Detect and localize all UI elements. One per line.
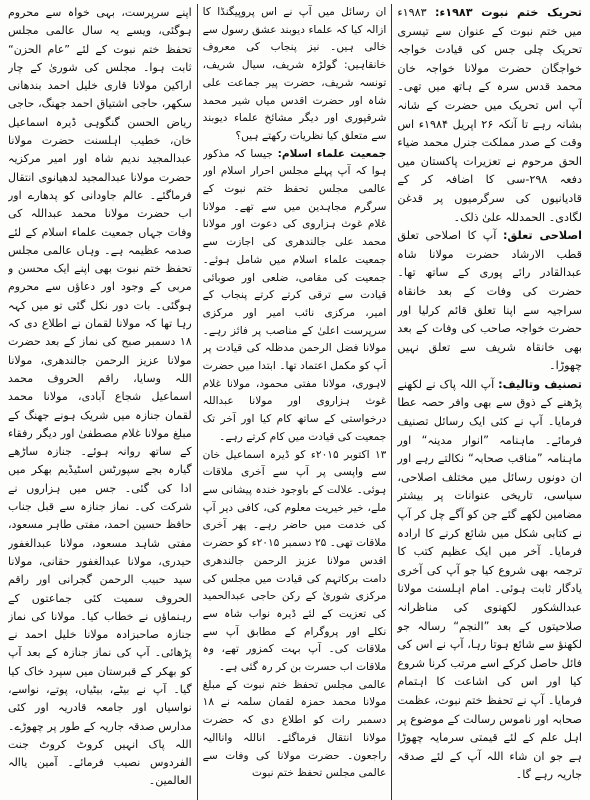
paragraph-text: جیسا کہ مذکور ہوا کہ آپ پہلے مجلس احرار اسلام اور عالمی مجلس تحفظ ختم نبوت کے سرگرم مجاہدین میں سے تھے۔ مولانا غلام غوث ہزاروی کی دعوت اور مولانا محمد علی جالندھری کی اجازت سے جمعیت علماء اسلام میں شامل ہوئے۔ جمعیت کی مقامی، ضلعی اور صوبائی قیادت سے ترقی کرتے کرتے پنجاب کے امیر، مرکزی نائب امیر اور مرکزی سرپرست اعلیٰ کے مناصب پر فائز رہے۔ مولانا فضل الرحمن مدظلہ کی قیادت پر آپ کو مکمل اعتماد تھا۔ ابتدا میں حضرت لاہوری، مولانا مفتی محمود، مولانا غلام غوث ہزاروی اور مولانا عبداللہ درخواستی کے ساتھ کام کیا اور آخر تک جمعیت کی قیادت میں کام کرتے رہے۔ (202, 147, 387, 443)
paragraph-text: ۱۳ اکتوبر ۲۰۱۵ء کو ڈیرہ اسماعیل خان سے واپسی پر آپ سے آخری ملاقات ہوئی۔ علالت کے باوجود خندہ پیشانی سے ملے، خیر خیریت معلوم کی، کافی دیر آپ کی خدمت میں حاضر رہے۔ پھر آخری ملاقات تھی۔ ۲۵ دسمبر ۲۰۱۵ء کو حضرت اقدس مولانا عزیز الرحمن جالندھری دامت برکاتہم کی قیادت میں مجلس کی مرکزی شوریٰ کے رکن حاجی عبدالحمید کی تعزیت کے لئے ڈیرہ نواب شاہ سے نکلے اور پروگرام کے مطابق آپ سے ملاقات کی۔ آپ بہت کمزور تھے، وہ ملاقات اب حسرت بن کر رہ گئی ہے۔ (202, 448, 387, 674)
section-heading: اصلاحی تعلق: (502, 229, 582, 243)
paragraph (397, 376, 582, 785)
paragraph (203, 677, 387, 783)
paragraph-text: ان رسائل میں آپ نے اس پروپیگنڈا کا ازالہ کیا کہ علماء دیوبند عشق رسول سے خالی ہیں۔ نیز پنجاب کی معروف خانقاہیں: گولڑہ شریف، سیال شریف، تونسہ شریف، حضرت پیر جماعت علی شاہ اور حضرت اقدس میاں شیر محمد شرقپوری اور دیگر مشائخ علماء دیوبند سے متعلق کیا نظریات رکھتے ہیں؟ (202, 6, 387, 142)
column-right (392, 4, 587, 800)
section-heading: جمعیت علماء اسلام: (277, 147, 387, 160)
paragraph-text: عالمی مجلس تحفظ ختم نبوت کے مبلغ مولانا محمد حمزہ لقمان سلمہ نے ۱۸ دسمبر رات کو اطلاع دی کہ حضرت مولانا انتقال فرماگئے۔ اناللہ واناالیہ راجعون۔ حضرت مولانا کی وفات سے عالمی مجلس تحفظ ختم نبوت (202, 678, 387, 780)
paragraph-text: آپ کا اصلاحی تعلق قطب الارشاد حضرت مولانا شاہ عبدالقادر رائے پوری کے ساتھ تھا۔ حضرت کی وفات کے بعد خانقاہ سراجیہ سے اپنا تعلق قائم کرلیا اور حضرت خواجہ صاحب کی وفات کے بعد بھی خانقاہ شریف سے تعلق نہیں چھوڑا۔ (397, 229, 582, 373)
section-heading: تحریک ختم نبوت ۱۹۸۳ء: (435, 6, 582, 19)
paragraph (203, 146, 387, 447)
paragraph (397, 4, 582, 227)
section-heading: تصنیف وتالیف: (498, 377, 582, 391)
paragraph (203, 447, 387, 677)
paragraph (397, 227, 582, 376)
paragraph-text: ۱۹۸۳ء میں ختم نبوت کے عنوان سے تیسری تحریک چلی جس کی قیادت خواجہ خواجگان حضرت مولانا خواجہ خان محمد قدس سرہ کے ہاتھ میں تھی۔ آپ اس تحریک میں حضرت کے شانہ بشانہ رہے تا آنکہ ۲۶ اپریل ۱۹۸۴ء اس وقت کے صدر مملکت جنرل محمد ضیاء الحق مرحوم نے تعزیرات پاکستان میں دفعہ ۲۹۸-سی کا اضافہ کر کے قادیانیوں کی سرگرمیوں پر قدغن لگادی۔ الحمدللہ علیٰ ذلک۔ (397, 6, 582, 224)
paragraph-text: اپنے سرپرست، بہی خواہ سے محروم ہوگئی، ویسے یہ سال عالمی مجلس تحفظ ختم نبوت کے لئے ”عام الحزن“ ثابت ہوا۔ مجلس کی شوریٰ کے چار اراکین مولانا قاری خلیل احمد بندھانی سکھر، حاجی اشتیاق احمد جھنگ، حاجی ریاض الحسن گنگوہی ڈیرہ اسماعیل خان، خطیب اہلسنت حضرت مولانا عبدالمجید ندیم شاہ اور امیر مرکزیہ حضرت مولانا عبدالمجید لدھیانوی انتقال فرماگئے۔ عالم جاودانی کو پدھارے اور اب حضرت مولانا محمد عبداللہ کی وفات جہاں جمعیت علماء اسلام کے لئے صدمہ عظیمہ ہے۔ وہاں عالمی مجلس تحفظ ختم نبوت بھی اپنے ایک محسن و مربی کے وجود اور دعاؤں سے محروم ہوگئی۔ بات دور نکل گئی تو میں کہہ رہا تھا کہ مولانا لقمان نے اطلاع دی کہ ۱۸ دسمبر صبح کی نماز کے بعد حضرت مولانا عزیز الرحمن جالندھری، مولانا اللہ وسایا، راقم الحروف محمد اسماعیل شجاع آبادی، مولانا محمد لقمان جنازہ میں شریک ہونے جھنگ کے مبلغ مولانا غلام مصطفیٰ اور دیگر رفقاء کے ساتھ روانہ ہوئے۔ جنازہ ساڑھے گیارہ بجے سپورٹس اسٹیڈیم بھکر میں ادا کی گئی۔ جس میں ہزاروں نے شرکت کی۔ نماز جنازہ سے قبل جناب حافظ حسین احمد، مفتی طاہر مسعود، مفتی شاہد مسعود، مولانا عبدالغفور حیدری، مولانا عبدالغفور حقانی، مولانا سید حبیب الرحمن گجرانی اور راقم الحروف سمیت کئی جماعتوں کے رہنماؤں نے خطاب کیا۔ مولانا کی نماز جنازہ صاحبزادہ مولانا خلیل احمد نے پڑھائی۔ آپ کی نماز جنازہ کے بعد آپ کو بھکر کے قبرستان میں سپرد خاک کیا گیا۔ آپ نے بیٹے، بیٹیاں، پوتے، نواسے، نواسیاں اور جامعہ قادریہ اور کئی مدارس صدقہ جاریہ کے طور پر چھوڑے۔ اللہ پاک انہیں کروٹ کروٹ جنت الفردوس نصیب فرمائے۔ آمین یاالہ العالمین۔ (8, 6, 192, 788)
paragraph-text: آپ اللہ پاک نے لکھنے پڑھنے کے ذوق سے بھی وافر حصہ عطا فرمایا۔ آپ نے کئی ایک رسائل تصنیف فرمائے۔ ماہنامہ ”انوار مدینہ“ اور ماہنامہ ”مناقب صحابہ“ نکالتے رہے اور ان دونوں رسائل میں مختلف اصلاحی، سیاسی، تاریخی عنوانات پر بیشتر مضامین لکھے گئے جن کو آگے چل کر آپ نے کتابی شکل میں شائع کرنے کا ارادہ فرمایا۔ آخر میں ایک عظیم کتب کا ترجمہ بھی شروع کیا جو آپ کی آخری یادگار ثابت ہوئی۔ امام اہلسنت مولانا عبدالشکور لکھنوی کی مناظرانہ صلاحیتوں کے بعد ”النجم“ رسالہ جو لکھنؤ سے شائع ہوتا رہا، آپ نے اس کی فائل حاصل کرکے اسے مرتب کرنا شروع کیا اور اس کی اشاعت کا اہتمام فرمایا۔ آپ نے تحفظ ختم نبوت، عظمت صحابہ اور ناموس رسالت کے موضوع پر اہل علم کے لئے قیمتی سرمایہ چھوڑا ہے جو ان شاء اللہ آپ کے لئے صدقہ جاریہ رہے گا۔ (397, 377, 582, 782)
paragraph (203, 4, 387, 146)
paragraph (8, 4, 192, 791)
column-middle (198, 4, 393, 800)
column-left (3, 4, 198, 800)
